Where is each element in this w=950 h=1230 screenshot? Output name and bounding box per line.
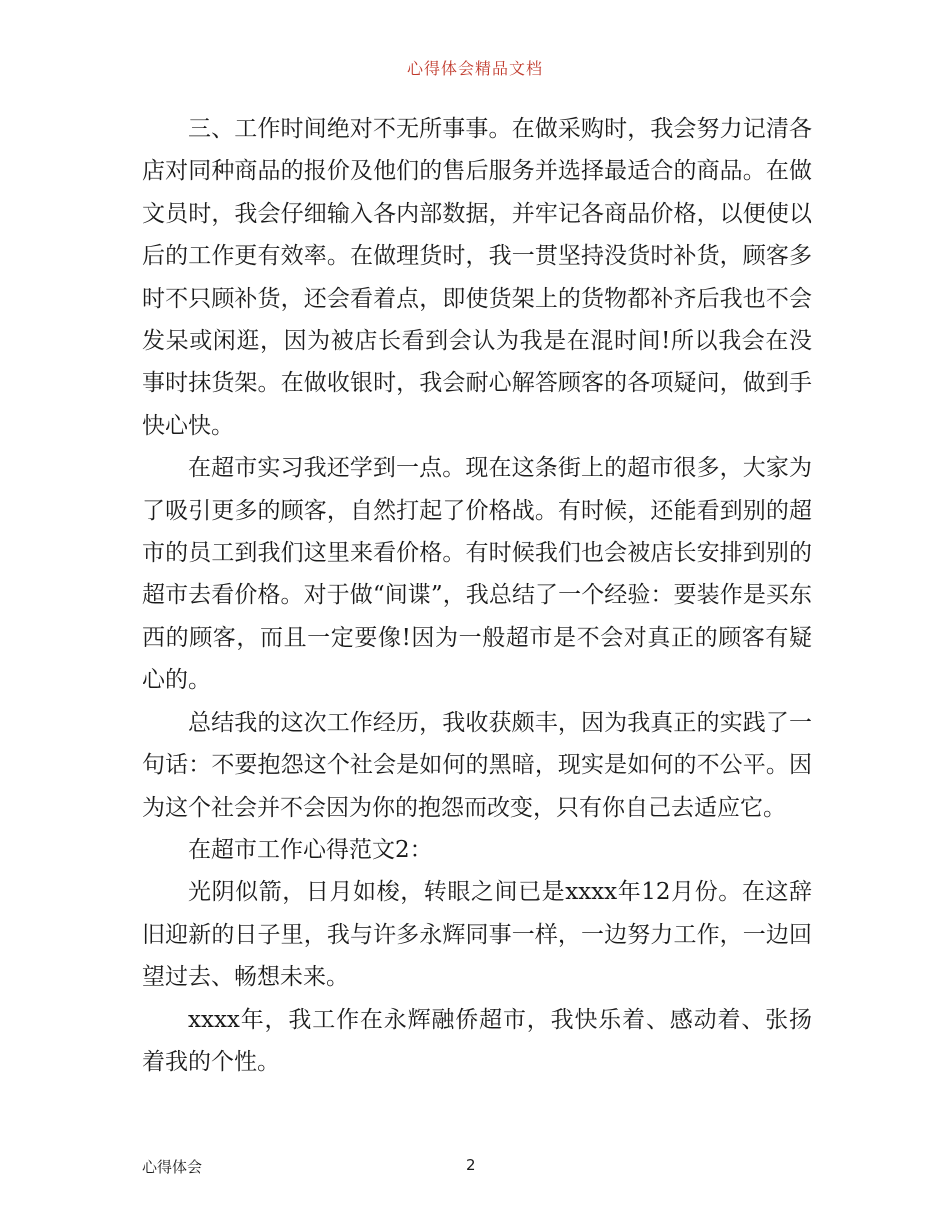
paragraph: 总结我的这次工作经历，我收获颇丰，因为我真正的实践了一句话：不要抱怨这个社会是如何的黑暗，现实是如何的不公平。因为这个社会并不会因为你的抱怨而改变，只有你自己去适应它。 bbox=[142, 709, 812, 821]
document-body bbox=[142, 108, 812, 1083]
section-heading: 在超市工作心得范文2： bbox=[188, 836, 433, 863]
paragraph: xxxx年，我工作在永辉融侨超市，我快乐着、感动着、张扬着我的个性。 bbox=[142, 1006, 812, 1075]
page-number: 2 bbox=[466, 1156, 476, 1174]
footer-label: 心得体会 bbox=[142, 1158, 203, 1176]
document-header: 心得体会精品文档 bbox=[406, 59, 543, 78]
paragraph: 在超市实习我还学到一点。现在这条街上的超市很多，大家为了吸引更多的顾客，自然打起了价格战。有时候，还能看到别的超市的员工到我们这里来看价格。有时候我们也会被店长安排到别的超市去看价格。对于做“间谍”，我总结了一个经验：要装作是买东西的顾客，而且一定要像!因为一般超市是不会对真正的顾客有疑心的。 bbox=[142, 455, 812, 694]
paragraph: 光阴似箭，日月如梭，转眼之间已是xxxx年12月份。在这辞旧迎新的日子里，我与许多永辉同事一样，一边努力工作，一边回望过去、畅想未来。 bbox=[142, 879, 812, 991]
paragraph: 三、工作时间绝对不无所事事。在做采购时，我会努力记清各店对同种商品的报价及他们的售后服务并选择最适合的商品。在做文员时，我会仔细输入各内部数据，并牢记各商品价格，以便使以后的工作更有效率。在做理货时，我一贯坚持没货时补货，顾客多时不只顾补货，还会看着点，即使货架上的货物都补齐后我也不会发呆或闲逛，因为被店长看到会认为我是在混时间!所以我会在没事时抹货架。在做收银时，我会耐心解答顾客的各项疑问，做到手快心快。 bbox=[142, 116, 812, 439]
